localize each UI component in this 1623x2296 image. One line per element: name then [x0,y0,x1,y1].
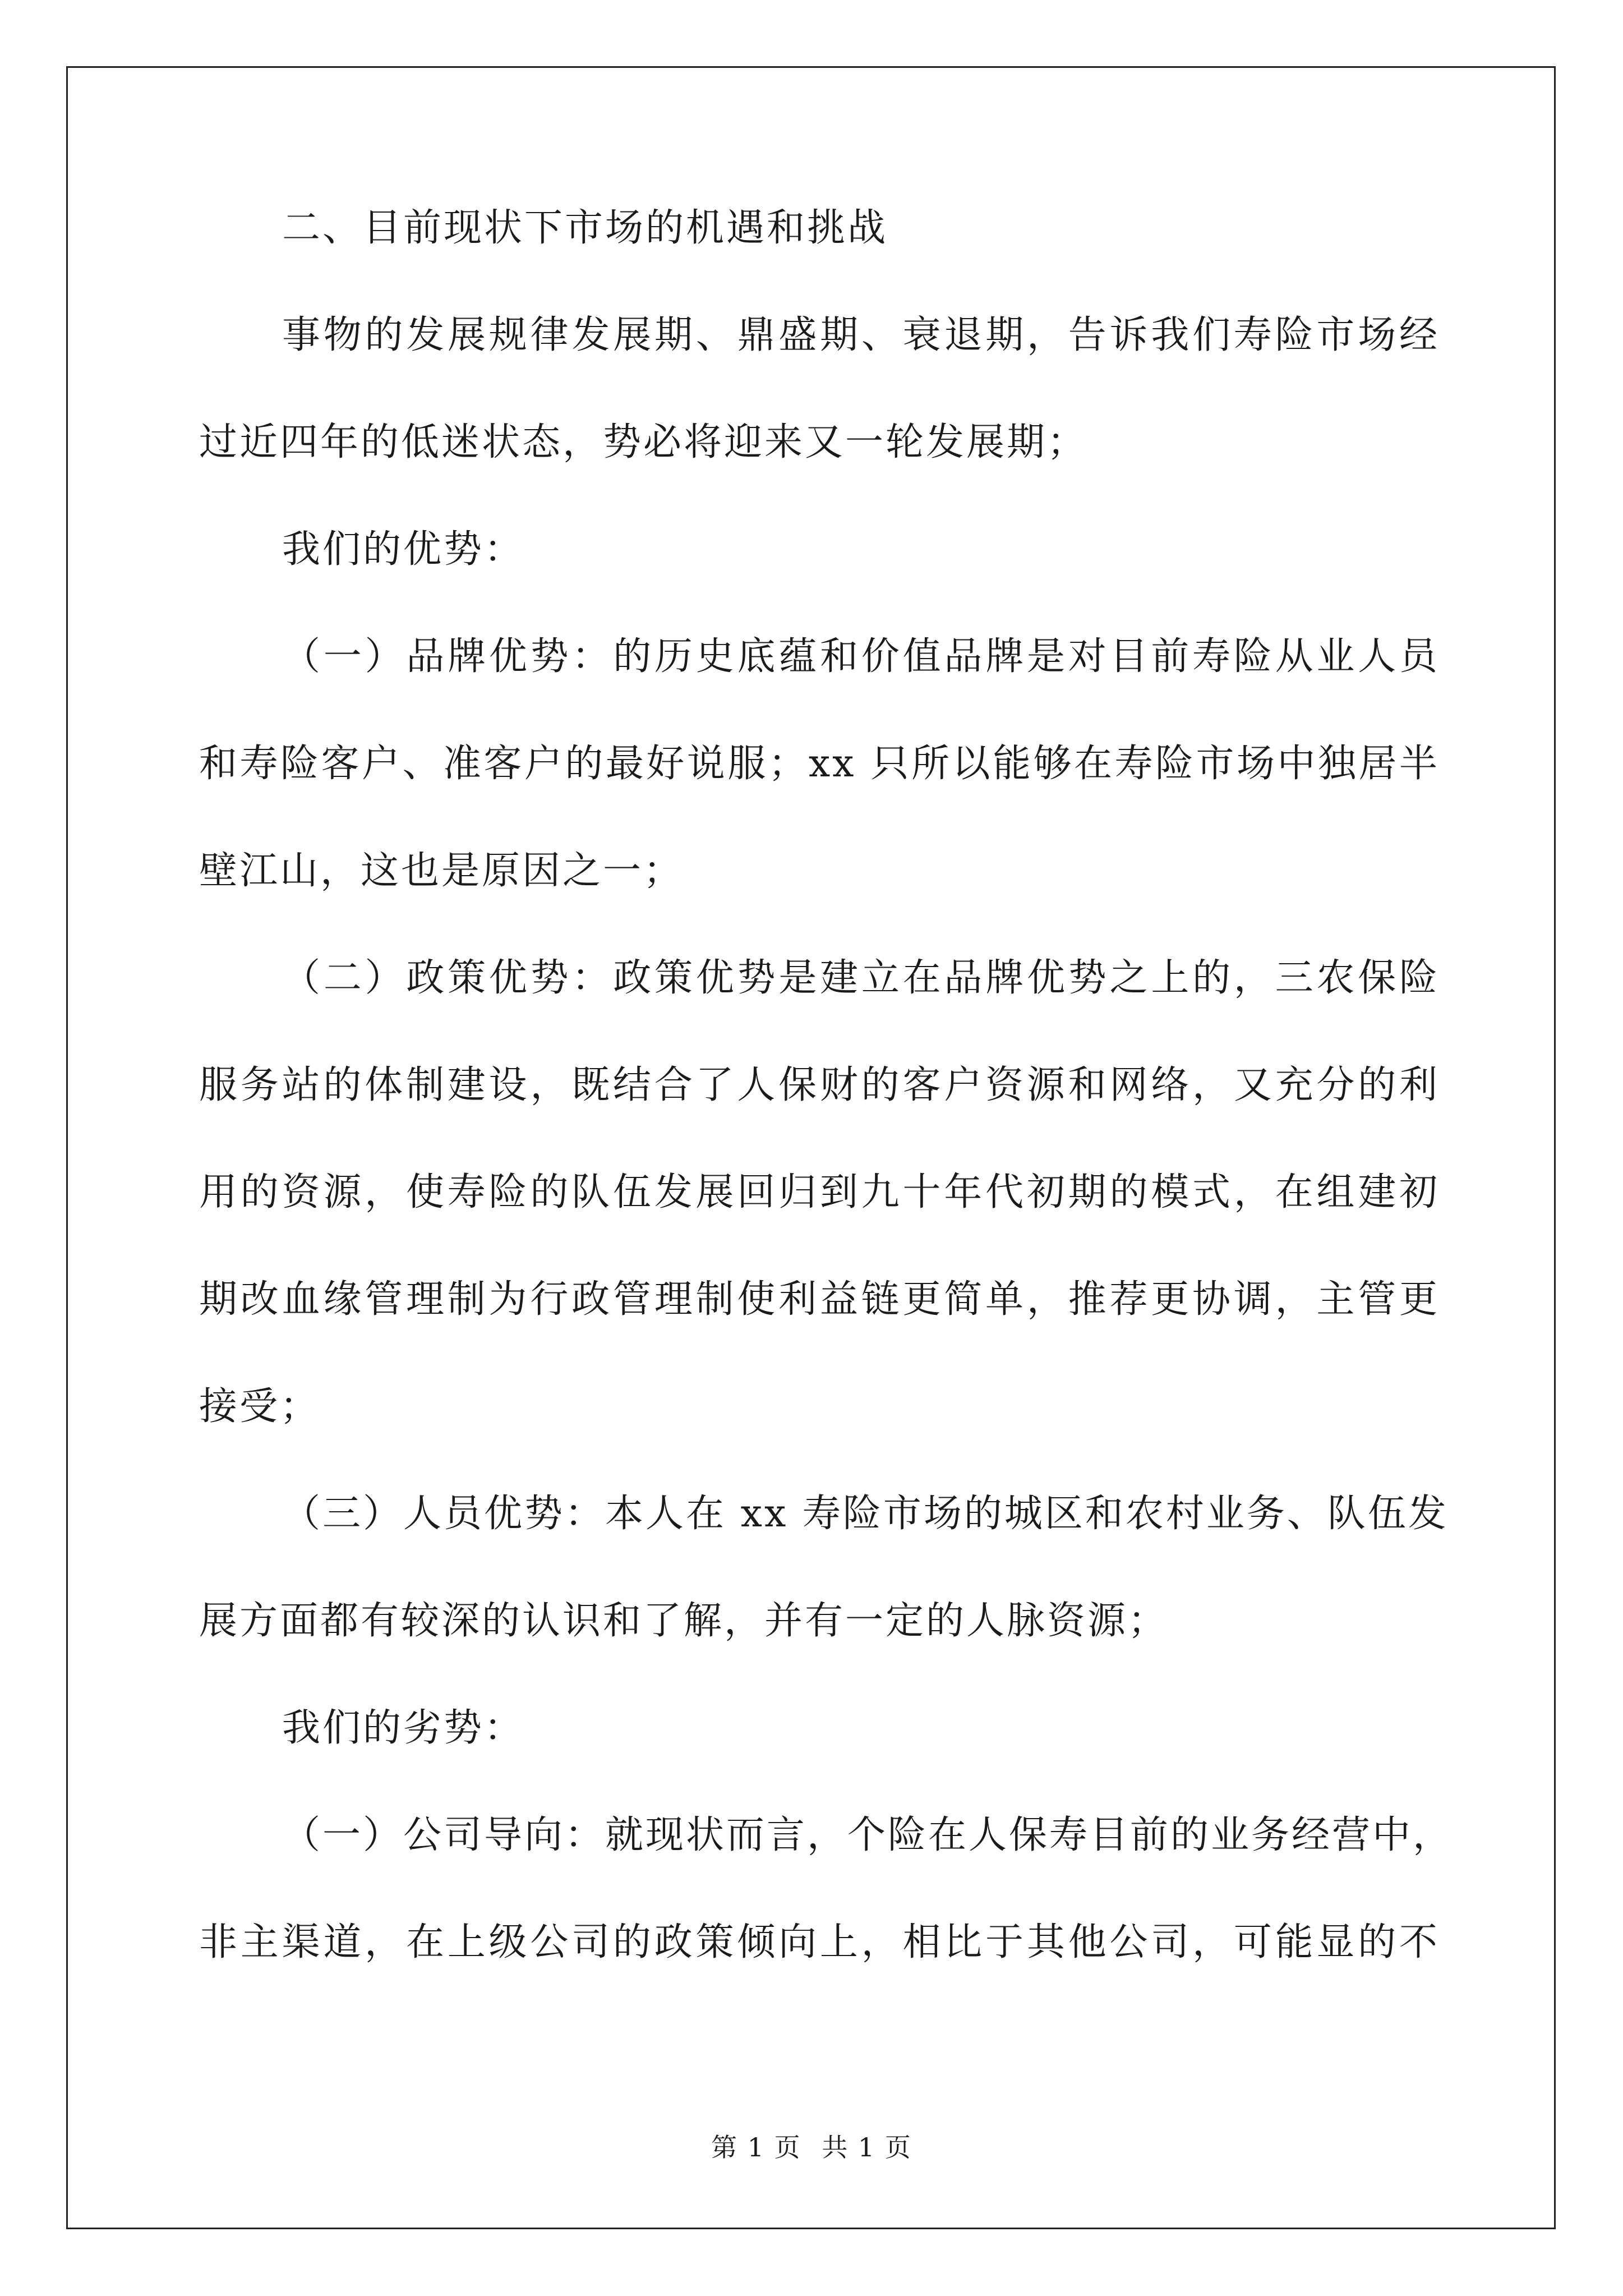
paragraph-line: 服务站的体制建设，既结合了人保财的客户资源和网络，又充分的利 [199,1063,1440,1107]
paragraph-line: 壁江山，这也是原因之一； [199,849,684,893]
paragraph-line: 事物的发展规律发展期、鼎盛期、衰退期，告诉我们寿险市场经 [282,313,1440,357]
section-heading: 二、目前现状下市场的机遇和挑战 [282,206,888,250]
page-total: 共 1 页 [822,2132,912,2162]
subheading-strengths: 我们的优势： [282,527,525,572]
page-footer [0,2133,1623,2162]
paragraph-line: （一）品牌优势：的历史底蕴和价值品牌是对目前寿险从业人员 [282,634,1440,679]
subheading-weaknesses: 我们的劣势： [282,1706,525,1750]
page-number: 第 1 页 [711,2132,801,2162]
paragraph-line: 接受； [199,1384,321,1429]
paragraph-line: 展方面都有较深的认识和了解，并有一定的人脉资源； [199,1599,1169,1643]
paragraph-line: （一）公司导向：就现状而言，个险在人保寿目前的业务经营中， [282,1813,1454,1857]
paragraph-line: 期改血缘管理制为行政管理制使利益链更简单，推荐更协调，主管更 [199,1277,1440,1322]
paragraph-line: 过近四年的低迷状态，势必将迎来又一轮发展期； [199,420,1088,464]
paragraph-line: 非主渠道，在上级公司的政策倾向上，相比于其他公司，可能显的不 [199,1920,1440,1964]
paragraph-line: （三）人员优势：本人在 xx 寿险市场的城区和农村业务、队伍发 [282,1492,1449,1536]
paragraph-line: 用的资源，使寿险的队伍发展回归到九十年代初期的模式，在组建初 [199,1170,1440,1214]
paragraph-line: 和寿险客户、准客户的最好说服；xx 只所以能够在寿险市场中独居半 [199,742,1440,786]
document-body [199,206,1454,2030]
paragraph-line: （二）政策优势：政策优势是建立在品牌优势之上的，三农保险 [282,956,1440,1000]
